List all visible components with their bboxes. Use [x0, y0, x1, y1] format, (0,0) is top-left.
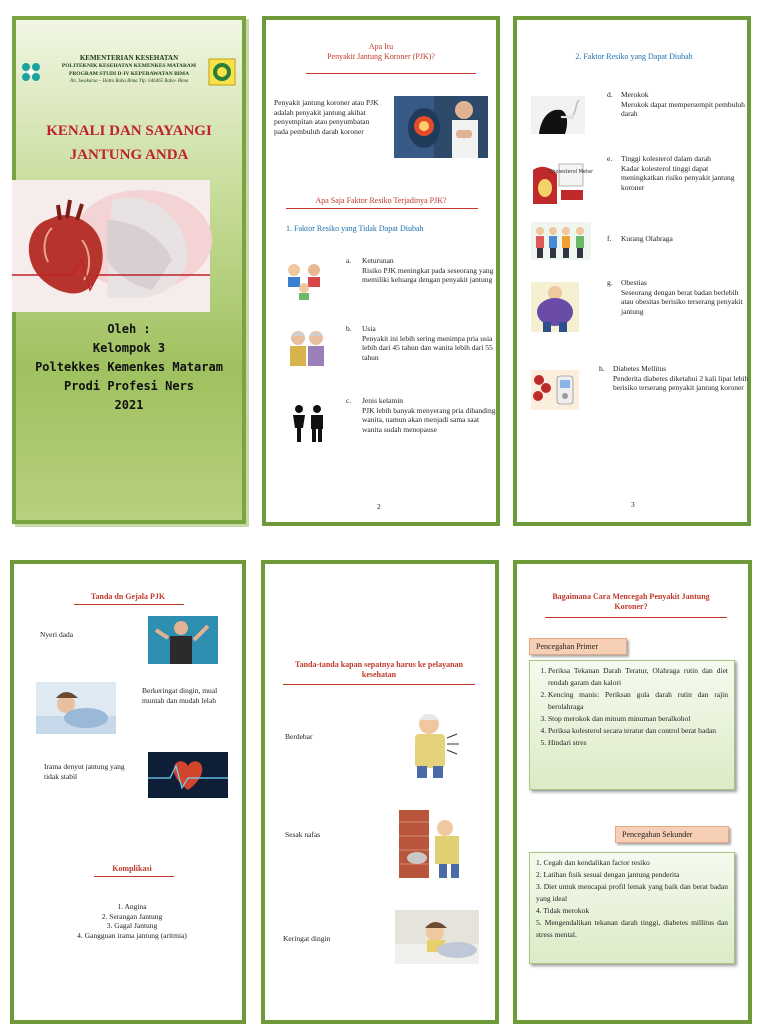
risk-item-title: Usia	[362, 324, 376, 333]
risk-item-text: Seseorang dengan berat badan berlebih atau obesitas berisiko terserang penyakit jantung	[621, 287, 743, 316]
obesity-image	[531, 282, 579, 332]
cholesterol-meter-label: Cholesterol Meter	[548, 169, 594, 175]
non-modifiable-title: Faktor Resiko yang Tidak Dapat Diubah	[294, 224, 424, 233]
cover-title-line-1: KENALI DAN SAYANGI	[46, 123, 212, 139]
secondary-prevention-label: Pencegahan Sekunder	[615, 826, 729, 843]
symptom-arrhythmia: Irama denyut jantung yang tidak stabil	[44, 762, 125, 781]
palpitations-image	[401, 708, 465, 778]
risk-item-age	[346, 324, 496, 362]
primary-prevention-item: 4. Periksa kolesterol secara teratur dan control berat badan	[548, 725, 728, 737]
risk-item-text: Merokok dapat mempersempit pembuluh darah	[621, 99, 745, 118]
risk-item-exercise	[607, 234, 747, 244]
primary-prevention-box	[529, 660, 735, 790]
page-number: 2	[377, 502, 381, 511]
primary-prevention-item: 5. Hindari stres	[548, 737, 728, 749]
risk-item-letter: d.	[607, 90, 613, 99]
risk-item-text: Risiko PJK meningkat pada seseorang yang memiliki keluarga dengan penyakit jantung	[362, 265, 494, 284]
complications-heading: Komplikasi	[112, 864, 152, 873]
cover-credits	[16, 320, 242, 415]
page-5-panel	[261, 560, 499, 1024]
credit-institution: Poltekkes Kemenkes Mataram	[35, 360, 223, 374]
sign-shortness-of-breath: Sesak nafas	[285, 830, 321, 839]
cold-sweat-image	[395, 910, 479, 964]
risk-item-heredity	[346, 256, 494, 285]
credit-by: Oleh :	[107, 322, 151, 336]
sign-palpitations: Berdebar	[285, 732, 313, 741]
exercise-kids-image	[531, 222, 591, 260]
risk-item-text: Penderita diabetes diketahui 2 kali lipat lebih berisiko terserang penyakit jantung koroner	[613, 373, 749, 392]
secondary-prevention-item: 2. Latihan fisik sesuai dengan jantung penderita	[536, 870, 680, 879]
complications-list	[24, 902, 240, 940]
chest-pain-image	[148, 616, 218, 664]
risk-item-title: Tinggi kolesterol dalam darah	[621, 154, 711, 163]
institution-line-2: POLITEKNIK KESEHATAN KEMENKES MATARAM	[61, 63, 197, 69]
complication-item: 3. Gagal Jantung	[106, 921, 158, 930]
poltekkes-logo-icon	[208, 58, 236, 86]
pjk-heading	[276, 42, 486, 62]
institution-line-1: KEMENTERIAN KESEHATAN	[79, 54, 179, 62]
page-6-panel	[513, 560, 752, 1024]
symptom-chest-pain: Nyeri dada	[40, 630, 74, 639]
risk-item-title: Diabetes Mellitus	[613, 364, 667, 373]
risk-item-letter: b.	[346, 324, 352, 333]
modifiable-heading: 2. Faktor Resiko yang Dapat Diubah	[575, 52, 693, 61]
secondary-prevention-item: 1. Cegah dan kendalikan factor resiko	[536, 858, 650, 867]
sweating-image	[36, 682, 116, 734]
page-3-panel	[513, 16, 751, 526]
secondary-prevention-box	[529, 852, 735, 964]
risk-item-title: Obestias	[621, 278, 647, 287]
diabetes-image	[531, 370, 579, 410]
risk-item-text: PJK lebih banyak menyerang pria dibanding wanita, namun akan menjadi sama saat wanita sudah menopause	[362, 405, 496, 434]
institution-header	[54, 54, 204, 86]
cover-title-line-2: JANTUNG ANDA	[69, 147, 189, 163]
complication-item: 2. Serangan Jantung	[101, 911, 163, 921]
secondary-prevention-item: 3. Diet untuk mencapai profil lemak yang baik dan berat badan yang ideal	[536, 882, 728, 903]
pjk-heading-line-2: Penyakit Jantung Koroner (PJK)?	[327, 52, 435, 61]
pjk-heading-line-1: Apa Itu	[368, 42, 394, 51]
primary-prevention-item: 2. Kencing manis: Periksan gula darah rutin dan rajin berolahraga	[548, 689, 728, 713]
risk-item-title: Merokok	[621, 90, 649, 99]
risk-item-obesity	[607, 278, 747, 316]
page-2-panel	[262, 16, 500, 526]
man-holding-chest-image	[394, 96, 488, 158]
risk-item-letter: f.	[607, 234, 612, 243]
pjk-definition-text: Penyakit jantung koroner atau PJK adalah penyakit jantung akibat penyempitan atau penyumbatan pada pembuluh darah koroner	[274, 98, 379, 136]
risk-item-title: Keturunan	[362, 256, 394, 265]
complication-item: 1. Angina	[117, 902, 147, 911]
complication-item: 4. Gangguan irama jantung (aritmia)	[77, 930, 187, 940]
institution-address: Jln. Swakarsa – Hatta Raba Bima Tlp. 646465 Raba- Bima	[69, 79, 189, 84]
cholesterol-image	[531, 160, 594, 204]
risk-item-text: Kadar kolesterol tinggi dapat meningkatkan risiko penyakit jantung koroner	[621, 163, 735, 192]
risk-item-gender	[346, 396, 496, 434]
primary-prevention-item: 3. Stop merokok dan minum minuman beralkohol	[548, 713, 728, 725]
risk-item-letter: a.	[346, 256, 352, 265]
when-to-seek-care-heading: Tanda-tanda kapan sepatnya harus ke pelayanan kesehatan	[295, 660, 463, 679]
kemenkes-logo-icon	[19, 60, 43, 84]
secondary-prevention-item: 5. Mengendalikan tekanan darah tinggi, diabetes millitus dan stress mental.	[536, 918, 728, 939]
heart-rhythm-image	[148, 752, 228, 798]
risk-item-text: Penyakit ini lebih sering menimpa pria usia lebih dari 45 tahun dan wanita lebih dari 55 tahun	[362, 333, 493, 362]
secondary-prevention-item: 4. Tidak merokok	[536, 906, 590, 915]
symptoms-heading: Tanda dn Gejala PJK	[90, 592, 166, 601]
primary-prevention-label: Pencegahan Primer	[529, 638, 627, 655]
primary-prevention-item: 1. Periksa Tekanan Darah Teratur, Olahraga rutin dan diet rendah garam dan kalori	[548, 665, 728, 689]
non-modifiable-number: 1.	[286, 224, 292, 233]
symptom-sweating: Berkeringat dingin, mual muntah dan mudah lelah	[142, 686, 218, 705]
risk-item-letter: c.	[346, 396, 352, 405]
credit-group: Kelompok 3	[92, 341, 166, 355]
gender-icon	[290, 404, 326, 444]
risk-item-letter: g.	[607, 278, 613, 287]
non-modifiable-heading	[286, 224, 496, 234]
risk-item-smoking	[607, 90, 747, 119]
heart-chest-pain-image	[12, 180, 210, 312]
page-number: 3	[631, 500, 635, 509]
risk-item-letter: e.	[607, 154, 613, 163]
sign-cold-sweat: Keringat dingin	[283, 934, 331, 943]
elderly-couple-icon	[284, 328, 330, 368]
credit-program: Prodi Profesi Ners	[63, 379, 195, 393]
institution-line-3: PROGRAM STUDI D-IV KEPERAWATAN BIMA	[68, 71, 190, 77]
risk-item-letter: h.	[599, 364, 605, 373]
page-4-panel	[10, 560, 246, 1024]
smoking-image	[531, 96, 585, 134]
prevention-heading: Bagaimana Cara Mencegah Penyakit Jantung Koroner?	[552, 592, 710, 611]
credit-year: 2021	[114, 398, 144, 412]
risk-item-diabetes	[599, 364, 749, 393]
risk-item-title: Kurang Olahraga	[621, 234, 673, 243]
family-icon	[284, 260, 328, 300]
risk-factors-heading: Apa Saja Faktor Resiko Terjadinya PJK?	[315, 196, 447, 205]
shortness-of-breath-image	[399, 810, 473, 878]
cover-panel	[12, 16, 246, 524]
risk-item-cholesterol	[607, 154, 747, 192]
risk-item-title: Jenis kelamin	[362, 396, 404, 405]
